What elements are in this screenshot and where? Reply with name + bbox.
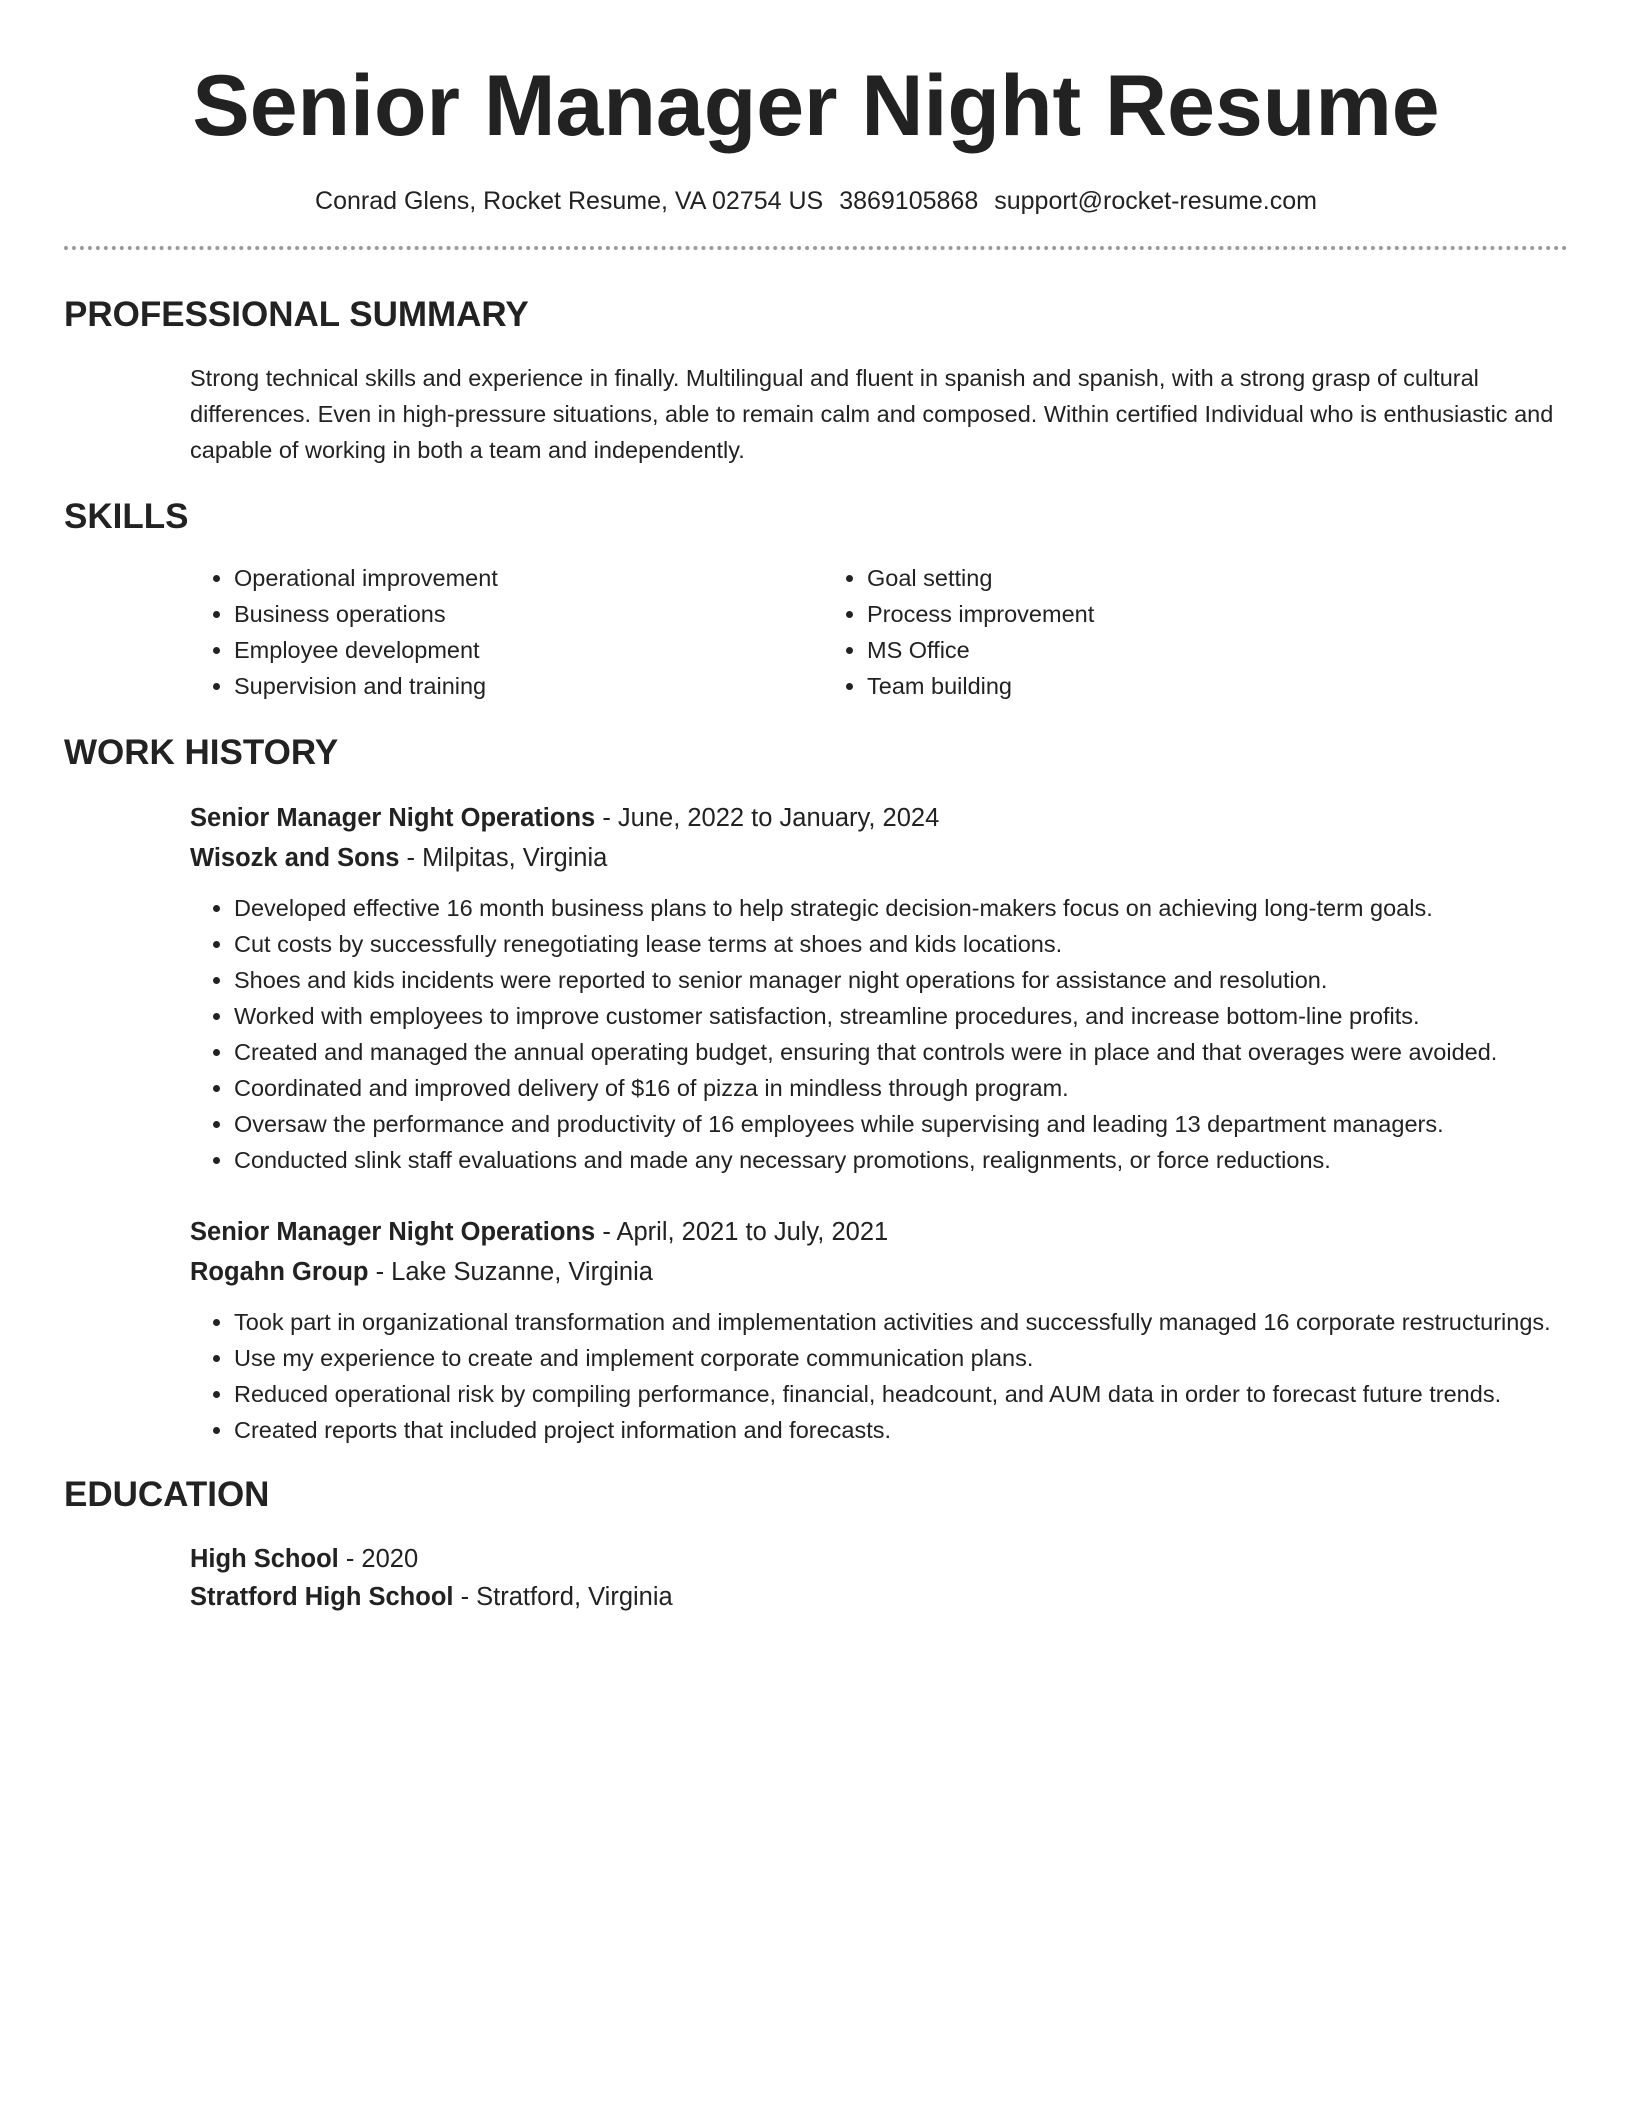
skill-item: • Supervision and training xyxy=(234,668,823,704)
skill-item: • Team building xyxy=(867,668,1456,704)
summary-text: Strong technical skills and experience in finally. Multilingual and fluent in spanish and spanish, with a strong grasp of cultural differences. Even in high-pressure situations, able to remain calm and composed. Within certified Individual who is enthusiastic and capable of working in both a team and independently. xyxy=(190,365,1554,463)
skill-item: • Goal setting xyxy=(867,560,1456,596)
job-company-line xyxy=(190,1252,1568,1292)
job-bullet: • Use my experience to create and implement corporate communication plans. xyxy=(234,1340,1568,1376)
job-dates: - April, 2021 to July, 2021 xyxy=(595,1218,889,1246)
contact-phone: 3869105868 xyxy=(839,187,979,215)
job-bullet: • Took part in organizational transformation and implementation activities and successfully managed 16 corporate restructurings. xyxy=(234,1304,1568,1340)
job-title-line xyxy=(190,798,1568,838)
job-role: Senior Manager Night Operations xyxy=(190,1218,596,1246)
job-title-line xyxy=(190,1212,1568,1252)
skill-item: • Employee development xyxy=(234,632,823,668)
skills-columns xyxy=(190,560,1568,704)
job-bullets xyxy=(190,890,1568,1178)
job-bullet: • Cut costs by successfully renegotiating lease terms at shoes and kids locations. xyxy=(234,926,1568,962)
skill-item: • Operational improvement xyxy=(234,560,823,596)
job-location: - Lake Suzanne, Virginia xyxy=(368,1258,653,1286)
job-bullet: • Created reports that included project information and forecasts. xyxy=(234,1412,1568,1448)
resume-title: Senior Manager Night Resume xyxy=(192,58,1440,154)
summary-heading: PROFESSIONAL SUMMARY xyxy=(64,295,529,334)
skills-list-left xyxy=(190,560,823,704)
job-bullet: • Oversaw the performance and productivity of 16 employees while supervising and leading 13 department managers. xyxy=(234,1106,1568,1142)
job-location: - Milpitas, Virginia xyxy=(399,844,608,872)
job-entry xyxy=(190,798,1568,1178)
contact-email: support@rocket-resume.com xyxy=(994,187,1317,215)
job-bullet: • Shoes and kids incidents were reported to senior manager night operations for assistance and resolution. xyxy=(234,962,1568,998)
job-bullet: • Coordinated and improved delivery of $16 of pizza in mindless through program. xyxy=(234,1070,1568,1106)
job-entry xyxy=(190,1212,1568,1448)
skill-item: • Business operations xyxy=(234,596,823,632)
header-divider xyxy=(64,246,1568,250)
job-dates: - June, 2022 to January, 2024 xyxy=(595,804,940,832)
skill-item: • MS Office xyxy=(867,632,1456,668)
job-company-line xyxy=(190,838,1568,878)
job-company: Wisozk and Sons xyxy=(190,844,400,872)
education-degree: High School xyxy=(190,1545,339,1573)
work-history-heading: WORK HISTORY xyxy=(64,733,339,772)
contact-line xyxy=(64,184,1568,218)
skill-item: • Process improvement xyxy=(867,596,1456,632)
job-bullet: • Worked with employees to improve customer satisfaction, streamline procedures, and increase bottom-line profits. xyxy=(234,998,1568,1034)
job-bullet: • Reduced operational risk by compiling performance, financial, headcount, and AUM data in order to forecast future trends. xyxy=(234,1376,1568,1412)
job-role: Senior Manager Night Operations xyxy=(190,804,596,832)
skills-heading: SKILLS xyxy=(64,497,189,536)
contact-address: Conrad Glens, Rocket Resume, VA 02754 US xyxy=(315,187,824,215)
job-bullet: • Created and managed the annual operating budget, ensuring that controls were in place and that overages were avoided. xyxy=(234,1034,1568,1070)
skills-list-right xyxy=(823,560,1456,704)
education-entry xyxy=(190,1540,1568,1616)
job-bullet: • Developed effective 16 month business plans to help strategic decision-makers focus on achieving long-term goals. xyxy=(234,890,1568,926)
education-location: - Stratford, Virginia xyxy=(453,1583,673,1611)
education-degree-line xyxy=(190,1540,1568,1578)
education-year: - 2020 xyxy=(338,1545,419,1573)
education-school: Stratford High School xyxy=(190,1583,454,1611)
job-bullets xyxy=(190,1304,1568,1448)
education-heading: EDUCATION xyxy=(64,1475,270,1514)
job-company: Rogahn Group xyxy=(190,1258,369,1286)
job-bullet: • Conducted slink staff evaluations and made any necessary promotions, realignments, or force reductions. xyxy=(234,1142,1568,1178)
education-school-line xyxy=(190,1578,1568,1616)
